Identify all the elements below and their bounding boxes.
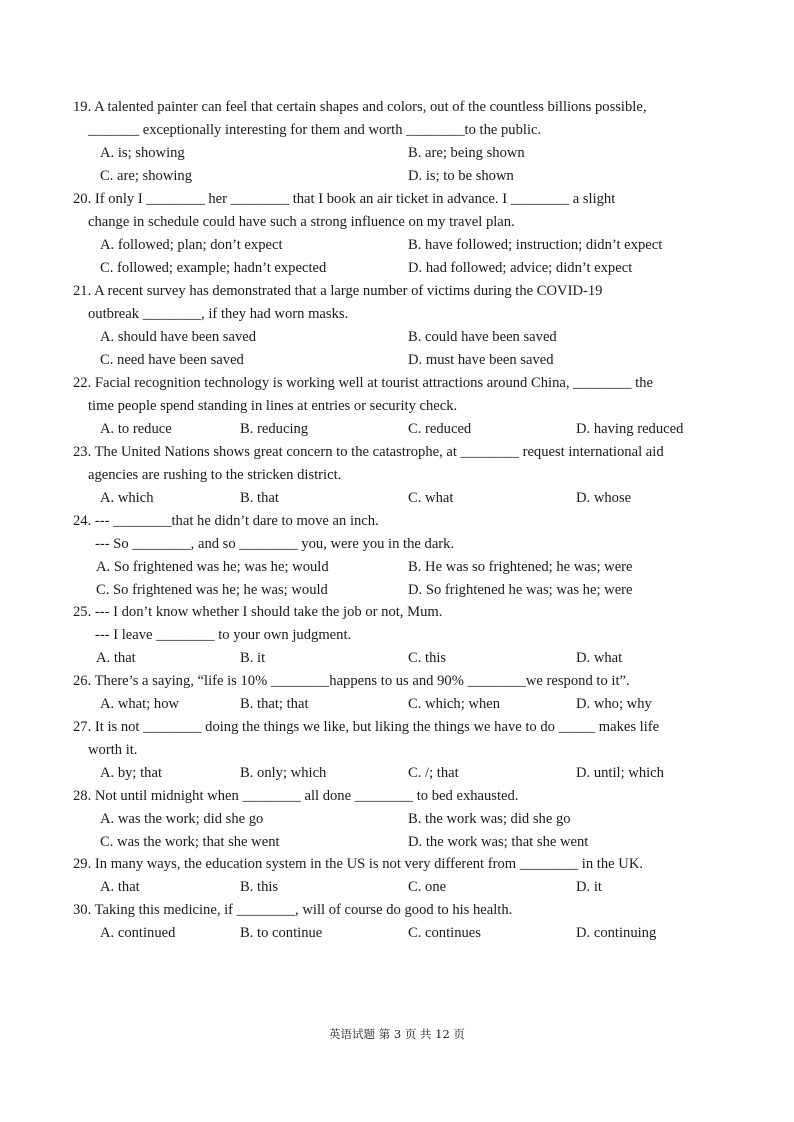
q24-option-a: A. So frightened was he; was he; would bbox=[96, 559, 329, 575]
q19-option-b: B. are; being shown bbox=[408, 145, 525, 161]
question-24-stem bbox=[73, 510, 723, 556]
question-22-stem bbox=[73, 372, 723, 418]
question-19-line1: 19. A talented painter can feel that certain shapes and colors, out of the countless billions possible, bbox=[73, 99, 647, 115]
question-23-line1: 23. The United Nations shows great concern to the catastrophe, at ________ request international aid bbox=[73, 444, 664, 460]
question-24-line1: 24. --- ________that he didn’t dare to move an inch. bbox=[73, 513, 379, 529]
q23-option-b: B. that bbox=[240, 490, 279, 506]
question-19-line2: _______ exceptionally interesting for them and worth ________to the public. bbox=[88, 122, 542, 138]
q19-option-a: A. is; showing bbox=[100, 145, 185, 161]
q19-option-d: D. is; to be shown bbox=[408, 168, 514, 184]
q30-option-c: C. continues bbox=[408, 925, 481, 941]
q20-option-a: A. followed; plan; don’t expect bbox=[100, 237, 283, 253]
question-25-stem bbox=[73, 601, 723, 647]
question-29-stem bbox=[73, 853, 723, 876]
q28-option-d: D. the work was; that she went bbox=[408, 834, 589, 850]
page-footer: 英语试题 第 3 页 共 12 页 bbox=[329, 1027, 465, 1041]
question-20-line1: 20. If only I ________ her ________ that I book an air ticket in advance. I ________ a slight bbox=[73, 191, 616, 207]
q28-option-c: C. was the work; that she went bbox=[100, 834, 280, 850]
q28-option-a: A. was the work; did she go bbox=[100, 811, 264, 827]
q23-option-a: A. which bbox=[100, 490, 154, 506]
q20-option-d: D. had followed; advice; didn’t expect bbox=[408, 260, 633, 276]
q24-option-b: B. He was so frightened; he was; were bbox=[408, 559, 633, 575]
q26-option-a: A. what; how bbox=[100, 696, 180, 712]
question-25-line2: --- I leave ________ to your own judgment. bbox=[95, 627, 352, 643]
question-22-line2: time people spend standing in lines at entries or security check. bbox=[88, 398, 458, 414]
question-27-stem bbox=[73, 716, 723, 762]
q26-option-d: D. who; why bbox=[576, 696, 652, 712]
q21-option-b: B. could have been saved bbox=[408, 329, 557, 345]
q27-option-b: B. only; which bbox=[240, 765, 327, 781]
q29-option-b: B. this bbox=[240, 879, 279, 895]
q30-option-a: A. continued bbox=[100, 925, 176, 941]
question-28-line1: 28. Not until midnight when ________ all done ________ to bed exhausted. bbox=[73, 788, 519, 804]
question-29-line1: 29. In many ways, the education system in the US is not very different from ________ in the UK. bbox=[73, 856, 644, 872]
q25-option-c: C. this bbox=[408, 650, 447, 666]
q24-option-d: D. So frightened he was; was he; were bbox=[408, 582, 633, 598]
question-27-line1: 27. It is not ________ doing the things we like, but liking the things we have to do _____ makes life bbox=[73, 719, 660, 735]
q25-option-d: D. what bbox=[576, 650, 623, 666]
question-24-line2: --- So ________, and so ________ you, were you in the dark. bbox=[95, 536, 455, 552]
q24-option-c: C. So frightened was he; he was; would bbox=[96, 582, 328, 598]
q25-option-a: A. that bbox=[96, 650, 136, 666]
question-27-line2: worth it. bbox=[88, 742, 138, 758]
question-25-line1: 25. --- I don’t know whether I should take the job or not, Mum. bbox=[73, 604, 443, 620]
question-23-line2: agencies are rushing to the stricken district. bbox=[88, 467, 342, 483]
q29-option-c: C. one bbox=[408, 879, 447, 895]
q22-option-c: C. reduced bbox=[408, 421, 472, 437]
question-19-stem bbox=[73, 96, 723, 142]
q27-option-d: D. until; which bbox=[576, 765, 664, 781]
q27-option-c: C. /; that bbox=[408, 765, 459, 781]
q22-option-d: D. having reduced bbox=[576, 421, 684, 437]
q27-option-a: A. by; that bbox=[100, 765, 163, 781]
q23-option-d: D. whose bbox=[576, 490, 632, 506]
q21-option-a: A. should have been saved bbox=[100, 329, 257, 345]
q20-option-b: B. have followed; instruction; didn’t expect bbox=[408, 237, 663, 253]
q21-option-c: C. need have been saved bbox=[100, 352, 244, 368]
q26-option-b: B. that; that bbox=[240, 696, 309, 712]
question-21-stem bbox=[73, 280, 723, 326]
question-30-line1: 30. Taking this medicine, if ________, will of course do good to his health. bbox=[73, 902, 513, 918]
question-21-line1: 21. A recent survey has demonstrated that a large number of victims during the COVID-19 bbox=[73, 283, 603, 299]
question-28-stem bbox=[73, 785, 723, 808]
question-26-stem bbox=[73, 670, 723, 693]
q22-option-a: A. to reduce bbox=[100, 421, 172, 437]
q29-option-d: D. it bbox=[576, 879, 602, 895]
question-23-stem bbox=[73, 441, 723, 487]
q29-option-a: A. that bbox=[100, 879, 140, 895]
q30-option-b: B. to continue bbox=[240, 925, 323, 941]
q20-option-c: C. followed; example; hadn’t expected bbox=[100, 260, 327, 276]
q25-option-b: B. it bbox=[240, 650, 266, 666]
q19-option-c: C. are; showing bbox=[100, 168, 193, 184]
q23-option-c: C. what bbox=[408, 490, 454, 506]
question-30-stem bbox=[73, 899, 723, 922]
question-20-stem bbox=[73, 188, 723, 234]
question-22-line1: 22. Facial recognition technology is working well at tourist attractions around China, ________ the bbox=[73, 375, 653, 391]
q30-option-d: D. continuing bbox=[576, 925, 657, 941]
question-21-line2: outbreak ________, if they had worn masks. bbox=[88, 306, 349, 322]
q26-option-c: C. which; when bbox=[408, 696, 501, 712]
question-26-line1: 26. There’s a saying, “life is 10% ________happens to us and 90% ________we respond to it”. bbox=[73, 673, 630, 689]
question-20-line2: change in schedule could have such a strong influence on my travel plan. bbox=[88, 214, 515, 230]
q22-option-b: B. reducing bbox=[240, 421, 309, 437]
q21-option-d: D. must have been saved bbox=[408, 352, 554, 368]
q28-option-b: B. the work was; did she go bbox=[408, 811, 571, 827]
